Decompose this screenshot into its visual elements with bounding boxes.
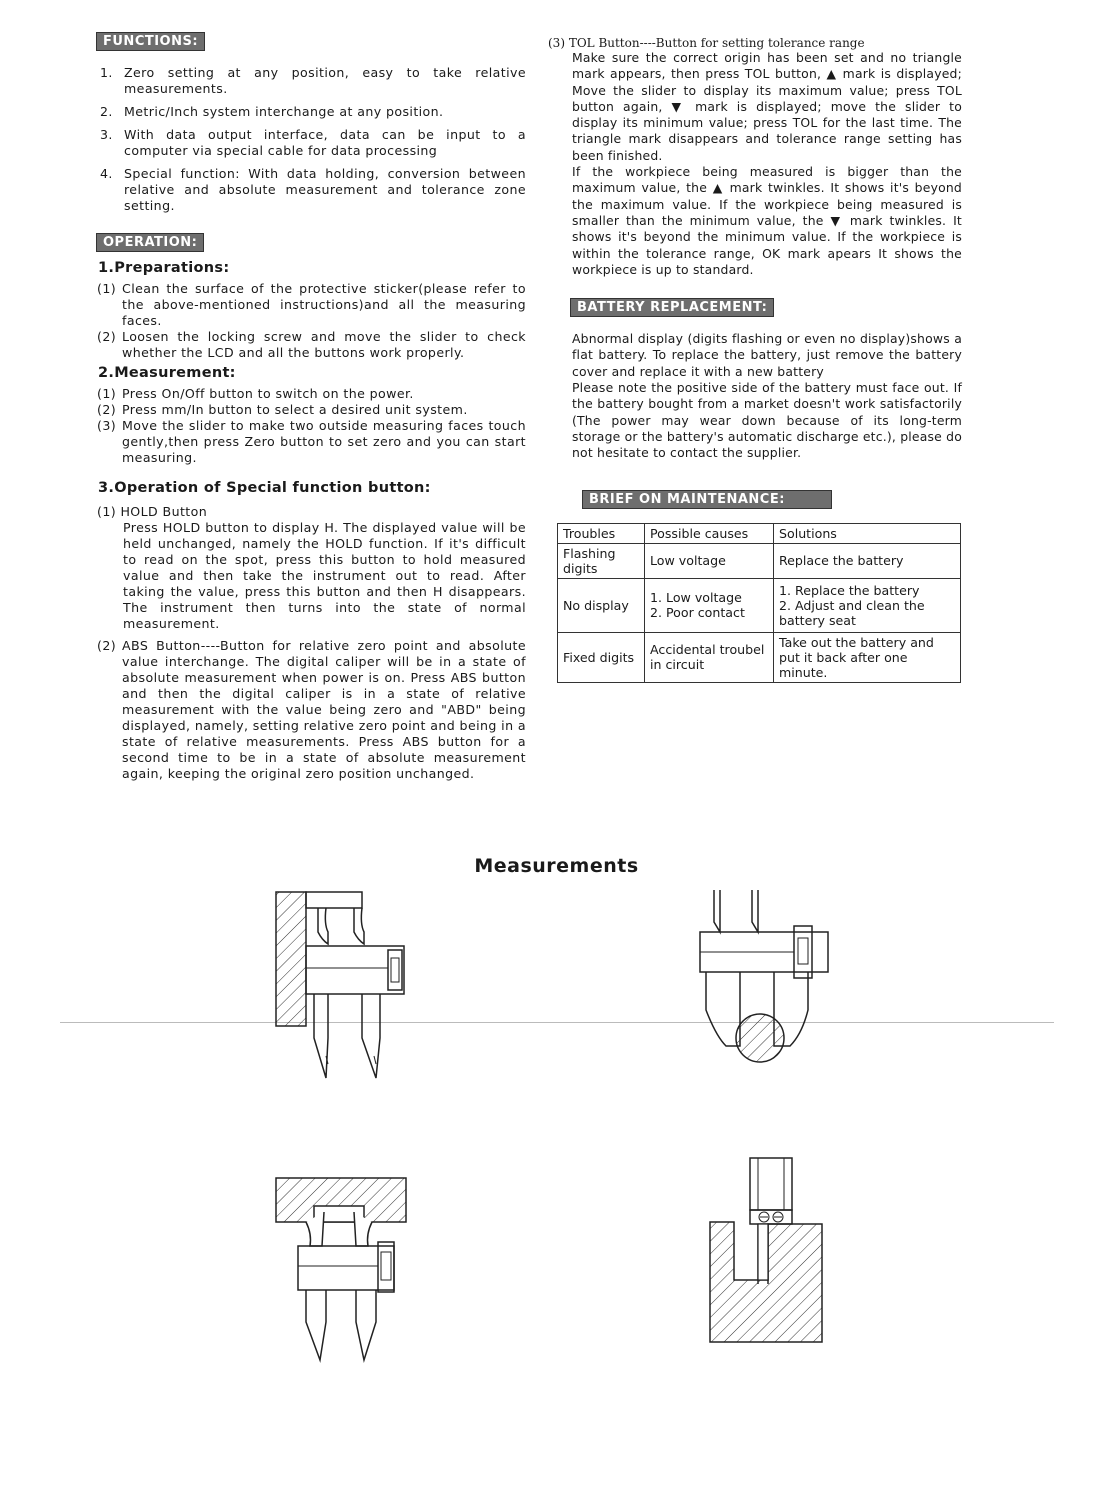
table-cell: Fixed digits: [558, 632, 645, 682]
item-number: 2.: [100, 104, 113, 119]
item-number: 3.: [100, 127, 113, 142]
page-fold-line: [60, 1022, 1054, 1023]
battery-text-1: Abnormal display (digits flashing or even no display)shows a flat battery. To replace the battery, just remove the battery cover and replace it with a new battery: [572, 331, 962, 379]
item-number: (1): [97, 386, 117, 401]
special-function-title: 3.Operation of Special function button:: [98, 480, 431, 496]
list-item: [96, 402, 526, 418]
list-item: [96, 104, 526, 120]
item-number: (2): [97, 402, 117, 417]
item-number: (3): [97, 418, 117, 433]
operation-header: OPERATION:: [96, 233, 204, 252]
tol-button-title: (3) TOL Button----Button for setting tolerance range: [548, 36, 865, 50]
item-text: Move the slider to make two outside measuring faces touch gently,then press Zero button to set zero and you can start measuring.: [122, 418, 526, 465]
item-number: (2): [97, 329, 117, 344]
outside-measurement-diagram: [270, 888, 420, 1088]
tol-button-text-2: If the workpiece being measured is bigger than the maximum value, the ▲ mark twinkles. It shows it's beyond the maximum value. If the workpiece being measured is smaller than the minimum value, the ▼ mark twinkles. It shows it's beyond the minimum value. If the workpiece is within the tolerance range, OK mark apears It shows the workpiece is up to standard.: [572, 164, 962, 277]
inside-measurement-diagram: [270, 1172, 420, 1367]
table-cell: Low voltage: [645, 543, 774, 578]
item-text: Press mm/In button to select a desired unit system.: [122, 402, 468, 417]
list-item: [96, 166, 526, 214]
table-cell: 1. Replace the battery 2. Adjust and clean the battery seat: [774, 578, 961, 632]
table-row: [558, 578, 961, 632]
preparations-title: 1.Preparations:: [98, 260, 230, 276]
item-text: Zero setting at any position, easy to take relative measurements.: [124, 65, 526, 96]
functions-list: [96, 65, 526, 214]
battery-header: BATTERY REPLACEMENT:: [570, 298, 774, 317]
list-item: [96, 281, 526, 329]
list-item: [96, 329, 526, 361]
table-cell: Flashing digits: [558, 543, 645, 578]
round-workpiece-diagram: [690, 886, 840, 1066]
table-cell: Replace the battery: [774, 543, 961, 578]
item-text: Loosen the locking screw and move the slider to check whether the LCD and all the buttons work properly.: [122, 329, 526, 360]
item-number: 1.: [100, 65, 113, 80]
right-column: [548, 36, 962, 683]
abs-button-text: ABS Button----Button for relative zero point and absolute value interchange. The digital caliper will be in a state of absolute measurement when power is on. Press ABS button and then the digital caliper is in a state of relative measurement with the value being zero and "ABD" being displayed, namely, setting relative zero point and being in a state of relative measurements. Press ABS button for a second time to be in a state of absolute measurement again, keeping the original zero position unchanged.: [122, 638, 526, 781]
column-header: Solutions: [774, 523, 961, 543]
maintenance-header: BRIEF ON MAINTENANCE:: [582, 490, 832, 509]
hold-button-label: (1) HOLD Button: [97, 504, 208, 519]
measurement-list: [96, 386, 526, 466]
table-row: [558, 543, 961, 578]
list-item: [96, 65, 526, 97]
item-number: (1): [97, 281, 117, 296]
table-cell: 1. Low voltage 2. Poor contact: [645, 578, 774, 632]
item-text: With data output interface, data can be input to a computer via special cable for data processing: [124, 127, 526, 158]
depth-measurement-diagram: [706, 1156, 836, 1346]
list-item: [96, 638, 526, 782]
measurement-title: 2.Measurement:: [98, 365, 236, 381]
list-item: [96, 386, 526, 402]
column-header: Possible causes: [645, 523, 774, 543]
tol-button-text: Make sure the correct origin has been set and no triangle mark appears, then press TOL button, ▲ mark is displayed; Move the slider to display its maximum value; press TOL button again, ▼ mark is displayed; move the slider to display its minimum value; press TOL for the last time. The triangle mark disappears and tolerance range setting has been finished.: [572, 50, 962, 163]
item-text: Press On/Off button to switch on the power.: [122, 386, 414, 401]
list-item: [96, 418, 526, 466]
hold-button-text: Press HOLD button to display H. The displayed value will be held unchanged, namely the HOLD function. If it's difficult to read on the spot, press this button to hold measured value and then take the instrument out to read. After taking the value, press this button and then H disappears. The instrument then turns into the state of normal measurement.: [123, 520, 526, 631]
list-item: [96, 127, 526, 159]
item-text: Clean the surface of the protective sticker(please refer to the above-mentioned instructions)and all the measuring faces.: [122, 281, 526, 328]
battery-text-2: Please note the positive side of the battery must face out. If the battery bought from a market doesn't work satisfactorily (The power may wear down because of its long-term storage or the battery's automatic discharge etc.), please do not hesitate to contact the supplier.: [572, 380, 962, 461]
abs-list: [96, 638, 526, 782]
item-number: (2): [97, 638, 117, 653]
maintenance-table: [557, 523, 961, 683]
preparations-list: [96, 281, 526, 361]
table-row: [558, 632, 961, 682]
column-header: Troubles: [558, 523, 645, 543]
functions-header: FUNCTIONS:: [96, 32, 205, 51]
left-column: [96, 30, 526, 782]
table-cell: No display: [558, 578, 645, 632]
table-header-row: [558, 523, 961, 543]
item-text: Special function: With data holding, conversion between relative and absolute measurement and tolerance zone setting.: [124, 166, 526, 213]
table-cell: Accidental troubel in circuit: [645, 632, 774, 682]
measurements-title: Measurements: [474, 855, 639, 877]
item-text: Metric/Inch system interchange at any position.: [124, 104, 444, 119]
table-cell: Take out the battery and put it back after one minute.: [774, 632, 961, 682]
item-number: 4.: [100, 166, 113, 181]
